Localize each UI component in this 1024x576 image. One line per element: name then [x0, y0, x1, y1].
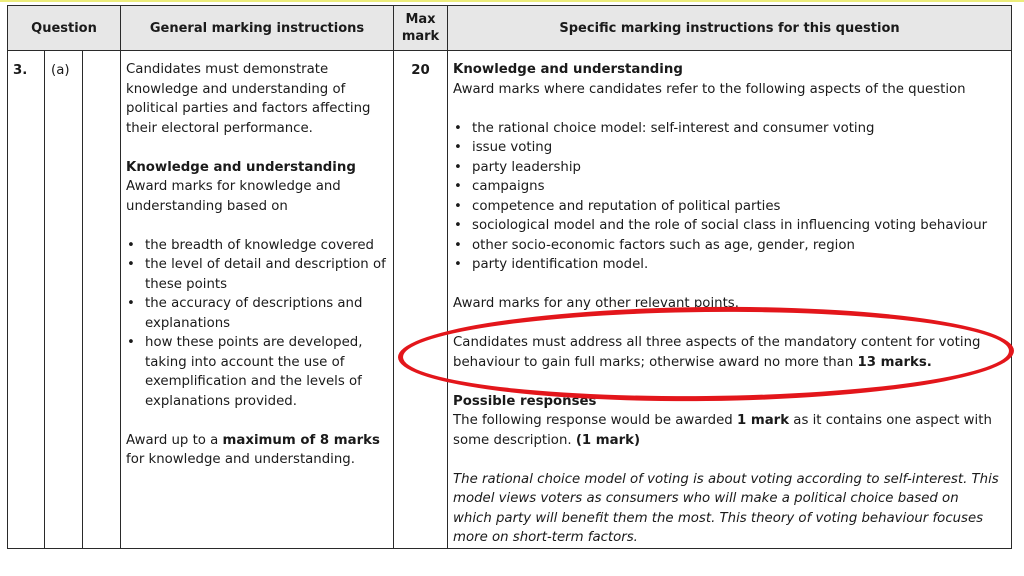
- specific-bullet: • the rational choice model: self-interest and consumer voting: [453, 119, 1001, 139]
- header-question: Question: [8, 6, 121, 51]
- possible-responses-heading: Possible responses: [453, 393, 597, 409]
- specific-bullet-list: [453, 119, 1001, 275]
- header-general-instructions: General marking instructions: [121, 6, 394, 51]
- header-max-mark: [394, 6, 448, 51]
- response-prefix: The following response would be awarded: [453, 413, 737, 428]
- specific-ku-text: Award marks where candidates refer to the following aspects of the question: [453, 81, 966, 97]
- general-bullet: • the level of detail and description of these points: [126, 255, 387, 294]
- award-bold: maximum of 8 marks: [222, 432, 380, 448]
- response-suffix: as it contains one aspect with some description.: [453, 413, 992, 448]
- other-points: Award marks for any other relevant points.: [453, 296, 739, 311]
- specific-bullet: • sociological model and the role of social class in influencing voting behaviour: [453, 216, 1001, 236]
- specific-ku-heading: Knowledge and understanding: [453, 62, 683, 77]
- max-mark-value: 20: [411, 63, 430, 78]
- specific-instructions-cell: [448, 51, 1012, 549]
- question-part: (a): [51, 63, 70, 78]
- question-part-cell: [45, 51, 83, 549]
- general-ku-heading: Knowledge and understanding: [126, 159, 356, 175]
- response-bold: 1 mark: [736, 413, 790, 428]
- award-prefix: Award up to a: [126, 432, 223, 448]
- example-response: The rational choice model of voting is about voting according to self-interest. This model views voters as consumers who will make a political choice based on which party will benefit them the most. This theory of voting behaviour focuses more on short-term factors.: [453, 471, 999, 545]
- general-bullet: • how these points are developed, taking into account the use of exemplification and the levels of explanations provided.: [126, 333, 387, 411]
- header-max-line2: mark: [401, 29, 440, 44]
- general-intro: Candidates must demonstrate knowledge and understanding of political parties and factors affecting their electoral performance.: [126, 62, 371, 136]
- specific-bullet: • party identification model.: [453, 255, 1001, 275]
- header-specific-instructions: Specific marking instructions for this question: [448, 6, 1012, 51]
- response-mark: (1 mark): [575, 432, 641, 448]
- specific-bullet: • campaigns: [453, 177, 1001, 197]
- max-mark-cell: [394, 51, 448, 549]
- specific-bullet: • other socio-economic factors such as age, gender, region: [453, 236, 1001, 256]
- header-max-line1: Max: [405, 12, 436, 27]
- specific-bullet: • competence and reputation of political parties: [453, 197, 1001, 217]
- mandatory-prefix: Candidates must address all three aspects of the mandatory content for voting behaviour to gain full marks; otherwise award no more than: [453, 335, 981, 370]
- marking-table: [7, 5, 1012, 549]
- general-bullet-list: [126, 236, 387, 412]
- header-row: [8, 6, 1012, 51]
- mandatory-bold: 13 marks.: [857, 354, 932, 370]
- question-row: [8, 51, 1012, 549]
- specific-bullet: • issue voting: [453, 138, 1001, 158]
- question-subpart-cell: [83, 51, 121, 549]
- general-bullet: • the breadth of knowledge covered: [126, 236, 387, 256]
- response-description: [453, 411, 1001, 450]
- question-number-cell: [8, 51, 45, 549]
- general-award: [126, 431, 387, 470]
- mandatory-content-note: [453, 333, 1001, 372]
- general-instructions-cell: [121, 51, 394, 549]
- award-suffix: for knowledge and understanding.: [126, 452, 355, 467]
- general-ku-text: Award marks for knowledge and understanding based on: [126, 179, 341, 214]
- question-number: 3.: [13, 63, 28, 78]
- specific-bullet: • party leadership: [453, 158, 1001, 178]
- general-bullet: • the accuracy of descriptions and explanations: [126, 294, 387, 333]
